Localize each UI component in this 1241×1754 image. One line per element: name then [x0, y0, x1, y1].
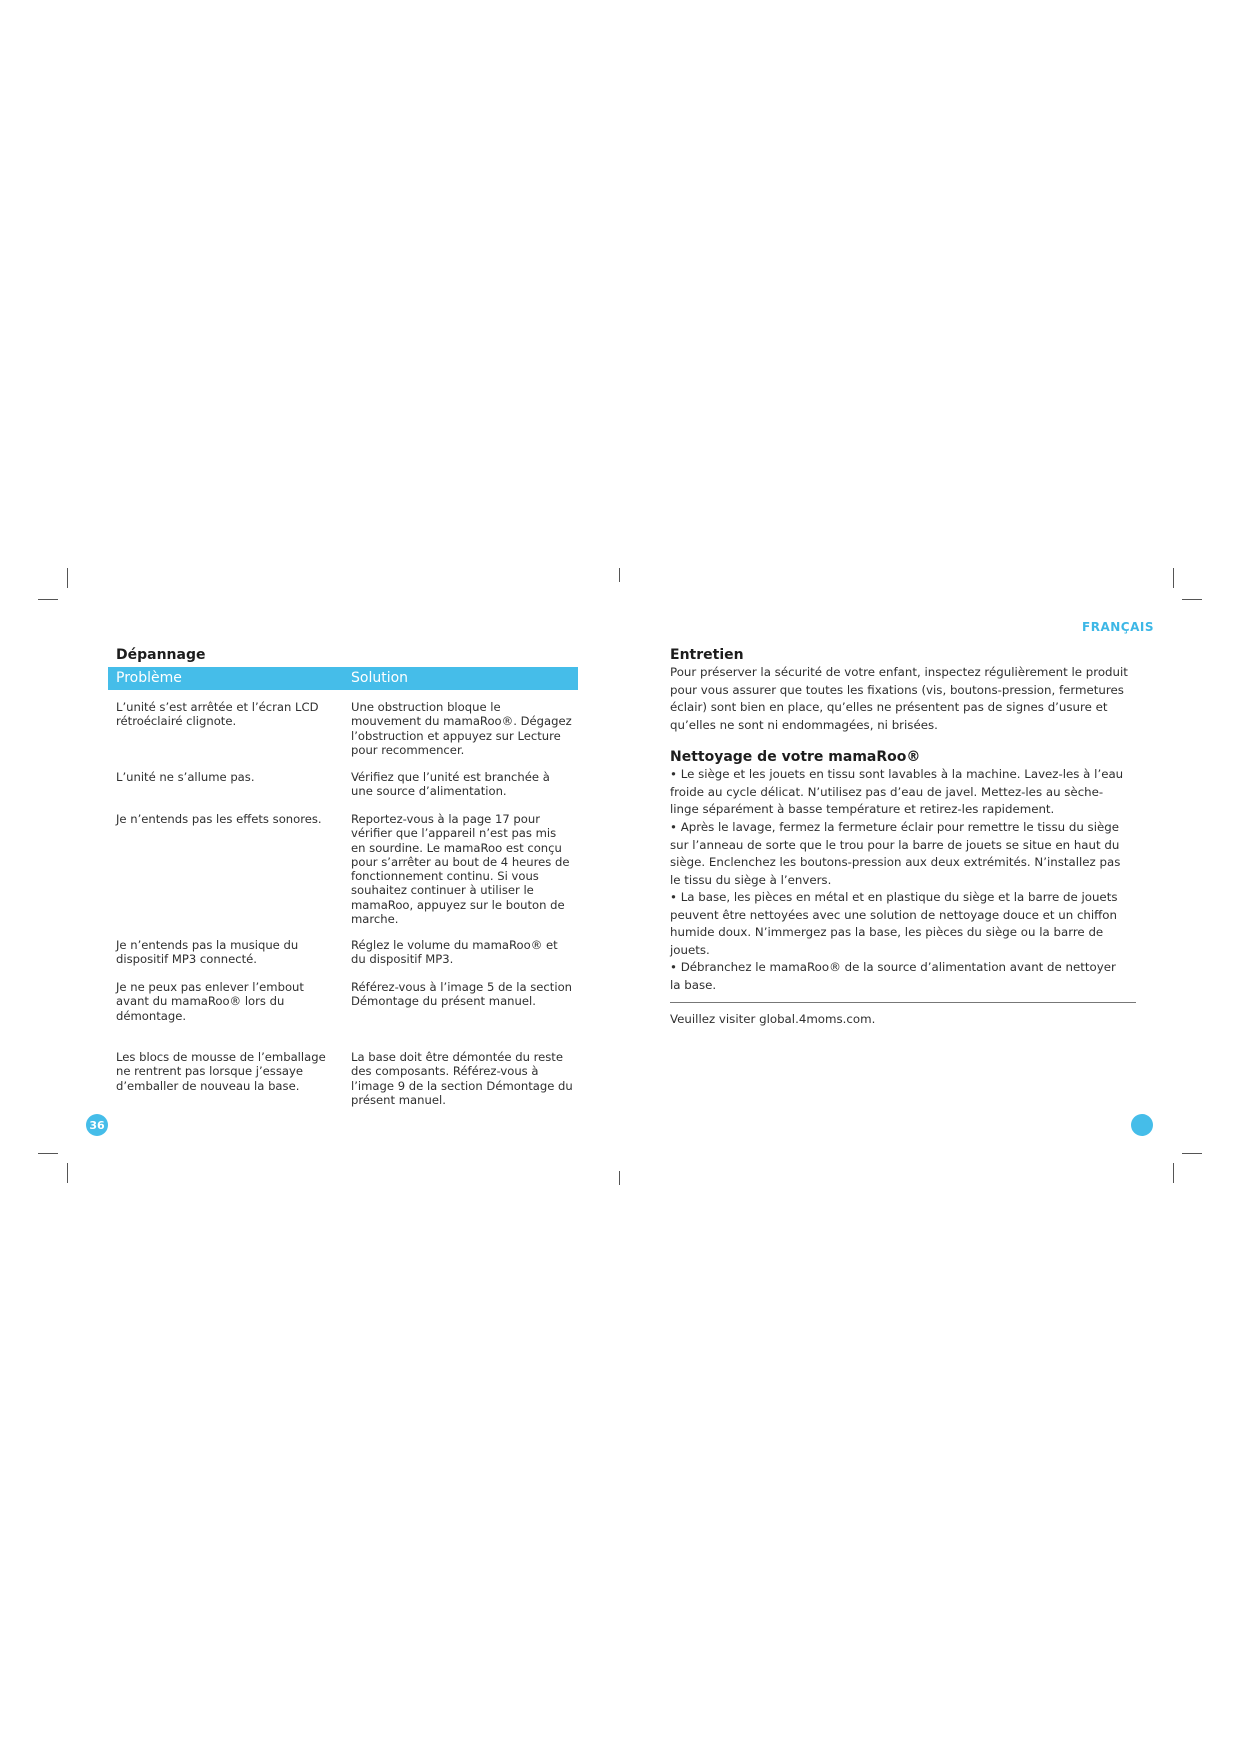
- crop-mark: [38, 1153, 58, 1154]
- table-row-solution: Référez-vous à l’image 5 de la section Démontage du présent manuel.: [351, 980, 573, 1009]
- language-label: FRANÇAIS: [1082, 620, 1154, 634]
- crop-mark: [1173, 568, 1174, 588]
- troubleshooting-table-header: [108, 667, 578, 690]
- cleaning-title: Nettoyage de votre mamaRoo®: [670, 749, 921, 765]
- crop-mark: [1173, 1163, 1174, 1183]
- crop-mark: [67, 568, 68, 588]
- table-row-solution: Une obstruction bloque le mouvement du mamaRoo®. Dégagez l’obstruction et appuyez sur Lecture pour recommencer.: [351, 700, 572, 757]
- crop-mark: [619, 1171, 620, 1185]
- troubleshooting-title: Dépannage: [116, 647, 206, 663]
- table-row-problem: L’unité s’est arrêtée et l’écran LCD rétroéclairé clignote.: [116, 700, 319, 729]
- table-row-solution: Réglez le volume du mamaRoo® et du dispositif MP3.: [351, 938, 558, 967]
- page-marker-dot: [1131, 1114, 1153, 1136]
- table-row-problem: Les blocs de mousse de l’emballage ne rentrent pas lorsque j’essaye d’emballer de nouveau la base.: [116, 1050, 326, 1093]
- crop-mark: [1182, 599, 1202, 600]
- cleaning-bullet: • Après le lavage, fermez la fermeture éclair pour remettre le tissu du siège sur l’anneau de sorte que le trou pour la barre de jouets se situe en haut du siège. Enclenchez les boutons-pression aux deux extrémités. N’installez pas le tissu du siège à l’envers.: [670, 820, 1121, 887]
- table-row-problem: Je n’entends pas les effets sonores.: [116, 812, 322, 826]
- cleaning-bullet: • Le siège et les jouets en tissu sont lavables à la machine. Lavez-les à l’eau froide au cycle délicat. N’utilisez pas d’eau de javel. Mettez-les au sèche-linge séparément à basse température et retirez-les rapidement.: [670, 767, 1124, 816]
- crop-mark: [38, 599, 58, 600]
- cleaning-bullet: • Débranchez le mamaRoo® de la source d’alimentation avant de nettoyer la base.: [670, 960, 1116, 992]
- table-row-solution: Reportez-vous à la page 17 pour vérifier que l’appareil n’est pas mis en sourdine. Le mamaRoo est conçu pour s’arrêter au bout de 4 heures de fonctionnement continu. Si vous souhaitez continuer à utiliser le mamaRoo, appuyez sur le bouton de marche.: [351, 812, 570, 927]
- crop-mark: [619, 568, 620, 582]
- table-row-solution: La base doit être démontée du reste des composants. Référez-vous à l’image 9 de la section Démontage du présent manuel.: [351, 1050, 573, 1107]
- divider: [670, 1002, 1136, 1003]
- cleaning-bullet: • La base, les pièces en métal et en plastique du siège et la barre de jouets peuvent être nettoyées avec une solution de nettoyage douce et un chiffon humide doux. N’immergez pas la base, les pièces du siège ou la barre de jouets.: [670, 890, 1118, 957]
- table-row-problem: L’unité ne s’allume pas.: [116, 770, 255, 784]
- footer-note: Veuillez visiter global.4moms.com.: [670, 1012, 876, 1026]
- crop-mark: [67, 1163, 68, 1183]
- header-problem: Problème: [116, 670, 182, 686]
- table-row-solution: Vérifiez que l’unité est branchée à une source d’alimentation.: [351, 770, 550, 799]
- header-solution: Solution: [351, 670, 409, 686]
- crop-mark: [1182, 1153, 1202, 1154]
- maintenance-text: Pour préserver la sécurité de votre enfant, inspectez régulièrement le produit pour vous assurer que toutes les fixations (vis, boutons-pression, fermetures éclair) sont bien en place, qu’elles ne présentent pas de signes d’usure et qu’elles ne sont ni endommagées, ni brisées.: [670, 665, 1128, 732]
- page-number-badge: 36: [86, 1114, 108, 1136]
- maintenance-title: Entretien: [670, 647, 744, 663]
- table-row-problem: Je ne peux pas enlever l’embout avant du mamaRoo® lors du démontage.: [116, 980, 304, 1023]
- table-row-problem: Je n’entends pas la musique du dispositif MP3 connecté.: [116, 938, 299, 967]
